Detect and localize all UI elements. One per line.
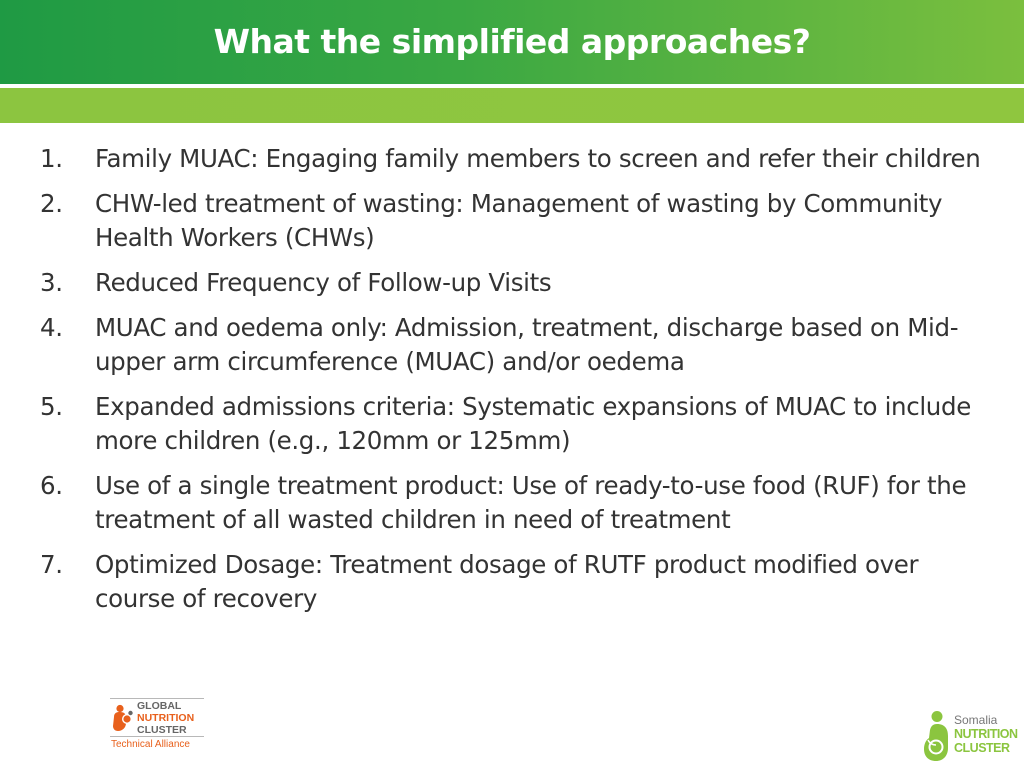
list-item-text: Expanded admissions criteria: Systematic expansions of MUAC to include more children (e.g., 120mm or 125mm) bbox=[95, 392, 971, 455]
logo-text-global: GLOBAL bbox=[137, 700, 182, 712]
logo-text-somalia: Somalia bbox=[954, 713, 998, 727]
approaches-list bbox=[38, 142, 998, 627]
slide-title: What the simplified approaches? bbox=[213, 21, 811, 61]
logo-rule bbox=[110, 736, 204, 737]
list-item-number: 2. bbox=[40, 189, 63, 218]
list-item-text: Reduced Frequency of Follow-up Visits bbox=[95, 268, 552, 297]
title-bar bbox=[0, 0, 1024, 84]
list-item bbox=[38, 266, 998, 300]
list-item-number: 4. bbox=[40, 313, 63, 342]
list-item-text: CHW-led treatment of wasting: Management of wasting by Community Health Workers (CHWs) bbox=[95, 189, 943, 252]
logo-text-cluster: CLUSTER bbox=[137, 724, 187, 736]
list-item bbox=[38, 469, 998, 537]
list-item-number: 3. bbox=[40, 268, 63, 297]
list-item-text: Use of a single treatment product: Use of ready-to-use food (RUF) for the treatment of all wasted children in need of treatment bbox=[95, 471, 967, 534]
logo-text-nutrition: NUTRITION bbox=[137, 712, 195, 724]
list-item bbox=[38, 311, 998, 379]
list-item bbox=[38, 142, 998, 176]
mother-child-icon bbox=[112, 704, 134, 732]
list-item-number: 5. bbox=[40, 392, 63, 421]
somalia-nutrition-cluster-logo bbox=[918, 710, 1018, 762]
green-band bbox=[0, 88, 1024, 123]
logo-text-cluster: CLUSTER bbox=[954, 741, 1010, 755]
logo-text-nutrition: NUTRITION bbox=[954, 727, 1018, 741]
list-item-text: Optimized Dosage: Treatment dosage of RUTF product modified over course of recovery bbox=[95, 550, 919, 613]
list-item-text: MUAC and oedema only: Admission, treatment, discharge based on Mid-upper arm circumference (MUAC) and/or oedema bbox=[95, 313, 959, 376]
mother-child-icon bbox=[920, 710, 954, 762]
list-item bbox=[38, 548, 998, 616]
logo-rule bbox=[110, 698, 204, 699]
list-item-number: 7. bbox=[40, 550, 63, 579]
list-item-number: 6. bbox=[40, 471, 63, 500]
global-nutrition-cluster-logo bbox=[110, 698, 206, 752]
list-item-number: 1. bbox=[40, 144, 63, 173]
list-item bbox=[38, 187, 998, 255]
logo-tagline: Technical Alliance bbox=[111, 739, 190, 750]
list-item bbox=[38, 390, 998, 458]
list-item-text: Family MUAC: Engaging family members to screen and refer their children bbox=[95, 144, 981, 173]
